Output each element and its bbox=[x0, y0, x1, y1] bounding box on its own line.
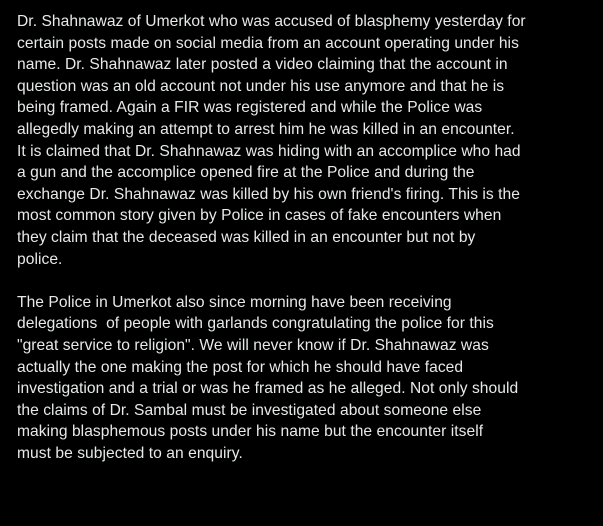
post-paragraph-1 bbox=[17, 11, 597, 270]
text-line: being framed. Again a FIR was registered and while the Police was bbox=[17, 99, 483, 117]
text-line: they claim that the deceased was killed in an encounter but not by bbox=[17, 228, 476, 246]
text-line: delegations of people with garlands congratulating the police for this bbox=[17, 315, 494, 333]
text-line: a gun and the accomplice opened fire at the Police and during the bbox=[17, 164, 475, 182]
text-line: The Police in Umerkot also since morning have been receiving bbox=[17, 293, 452, 311]
text-line: "great service to religion". We will never know if Dr. Shahnawaz was bbox=[17, 336, 489, 354]
post-paragraph-2 bbox=[17, 292, 597, 465]
text-line: question was an old account not under his use anymore and that he is bbox=[17, 77, 505, 95]
text-line: the claims of Dr. Sambal must be investigated about someone else bbox=[17, 401, 482, 419]
text-line: certain posts made on social media from an account operating under his bbox=[17, 34, 519, 52]
text-line: name. Dr. Shahnawaz later posted a video claiming that the account in bbox=[17, 56, 508, 74]
text-line: investigation and a trial or was he framed as he alleged. Not only should bbox=[17, 380, 519, 398]
text-line: Dr. Shahnawaz of Umerkot who was accused of blasphemy yesterday for bbox=[17, 13, 526, 30]
text-line: most common story given by Police in cases of fake encounters when bbox=[17, 207, 502, 225]
text-line: actually the one making the post for which he should have faced bbox=[17, 358, 464, 376]
post-text-body bbox=[17, 11, 597, 464]
text-line: allegedly making an attempt to arrest him he was killed in an encounter. bbox=[17, 120, 515, 138]
text-line: It is claimed that Dr. Shahnawaz was hiding with an accomplice who had bbox=[17, 142, 521, 160]
text-line: police. bbox=[17, 250, 63, 268]
text-line: exchange Dr. Shahnawaz was killed by his own friend's firing. This is the bbox=[17, 185, 520, 203]
text-line: must be subjected to an enquiry. bbox=[17, 444, 243, 462]
text-line: making blasphemous posts under his name but the encounter itself bbox=[17, 423, 484, 441]
